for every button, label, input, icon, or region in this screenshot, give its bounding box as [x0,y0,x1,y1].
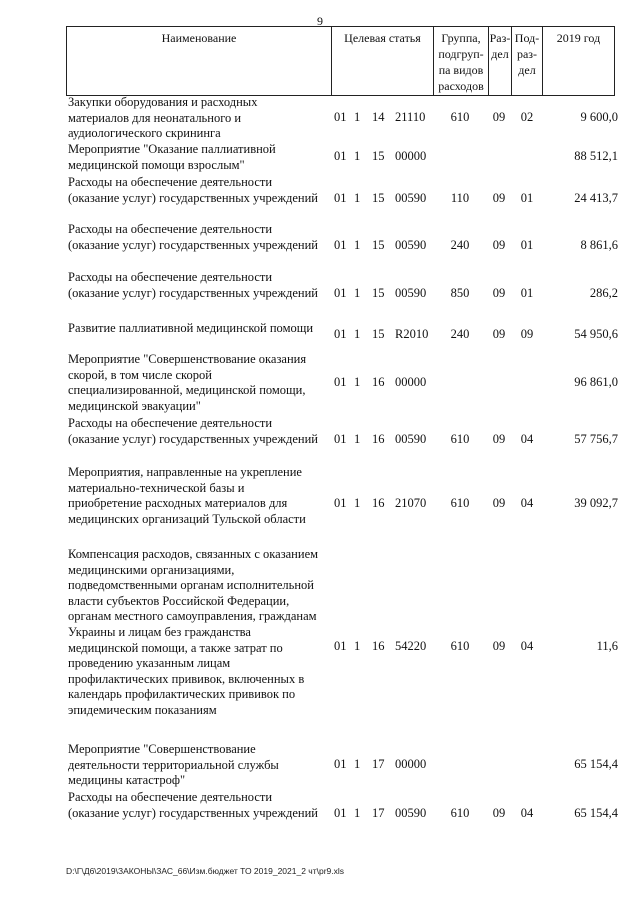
section-code: 09 [492,432,506,447]
subsection-code: 09 [520,327,534,342]
header-subsection-line: Под- [514,31,540,45]
row-name-line: (оказание услуг) государственных учреждений [68,431,318,446]
amount-2019: 65 154,4 [574,806,618,821]
table-header [66,26,615,96]
expense-group: 240 [450,327,470,342]
table-row [0,790,640,822]
header-target-label: Целевая статья [344,31,421,45]
table-row [0,742,640,789]
row-name-line: медицины катастроф" [68,773,186,788]
target-event: 15 [372,286,385,301]
target-event: 15 [372,327,385,342]
row-name [68,222,330,253]
table-row [0,270,640,302]
target-subprogram: 1 [354,639,361,654]
target-subprogram: 1 [354,110,361,125]
row-name-line: специализированной, медицинской помощи, [68,383,306,398]
header-section-line: дел [491,47,509,61]
expense-group: 850 [450,286,470,301]
target-event: 16 [372,639,385,654]
row-name-line: Закупки оборудования и расходных [68,95,258,109]
section-code: 09 [492,286,506,301]
target-direction: 00000 [395,149,427,164]
row-name-line: проведению указанным лицам [68,656,231,671]
amount-2019: 96 861,0 [574,375,618,390]
target-direction: 00590 [395,432,427,447]
target-event: 15 [372,149,385,164]
target-subprogram: 1 [354,149,361,164]
subsection-code: 01 [520,286,534,301]
amount-2019: 54 950,6 [574,327,618,342]
target-event: 16 [372,375,385,390]
row-name-line: Мероприятие "Совершенствование оказания [68,352,307,366]
header-group [434,27,489,95]
amount-2019: 11,6 [596,639,618,654]
subsection-code: 04 [520,432,534,447]
row-name-line: скорой, в том числе скорой [68,367,212,382]
file-path-footer: D:\Г\Д6\2019\ЗАКОНЫ\ЗАС_66\Изм.бюджет ТО 2019_2021_2 чт\pr9.xls [66,866,345,876]
target-direction: 00590 [395,806,427,821]
target-event: 16 [372,432,385,447]
target-program: 01 [334,375,347,390]
target-event: 16 [372,496,385,511]
row-name [68,790,330,821]
row-name-line: (оказание услуг) государственных учреждений [68,805,318,820]
row-name-line: Расходы на обеспечение деятельности [68,270,273,284]
amount-2019: 24 413,7 [574,191,618,206]
row-name [68,321,330,337]
target-program: 01 [334,639,347,654]
header-year-label: 2019 год [556,31,601,45]
target-program: 01 [334,238,347,253]
table-row [0,352,640,415]
target-direction: 00000 [395,375,427,390]
row-name [68,142,330,173]
subsection-code: 02 [520,110,534,125]
row-name [68,270,330,301]
target-event: 15 [372,191,385,206]
amount-2019: 65 154,4 [574,757,618,772]
table-row [0,95,640,142]
row-name-line: (оказание услуг) государственных учреждений [68,237,318,252]
row-name-line: эпидемическим показаниям [68,702,217,717]
header-name-label: Наименование [161,31,237,45]
row-name-line: материально-технической базы и [68,480,245,495]
header-subsection-line: дел [518,63,536,77]
amount-2019: 286,2 [589,286,618,301]
target-program: 01 [334,286,347,301]
expense-group: 610 [450,110,470,125]
row-name-line: медицинской помощи взрослым" [68,157,245,172]
row-name-line: Расходы на обеспечение деятельности [68,416,273,430]
target-direction: R2010 [395,327,429,342]
target-subprogram: 1 [354,286,361,301]
row-name-line: Мероприятие "Совершенствование [68,742,256,756]
header-group-line: па видов [438,63,484,77]
target-direction: 54220 [395,639,427,654]
row-name-line: медицинскими организациями, [68,562,235,577]
row-name [68,175,330,206]
section-code: 09 [492,639,506,654]
expense-group: 110 [450,191,470,206]
amount-2019: 39 092,7 [574,496,618,511]
table-row [0,321,640,343]
header-group-line: Группа, [441,31,481,45]
page-number: 9 [317,14,323,28]
row-name-line: Расходы на обеспечение деятельности [68,175,273,189]
section-code: 09 [492,110,506,125]
row-name-line: медицинских организаций Тульской области [68,511,306,526]
target-event: 17 [372,757,385,772]
target-subprogram: 1 [354,375,361,390]
target-program: 01 [334,149,347,164]
row-name-line: Развитие паллиативной медицинской помощи [68,321,314,335]
row-name-line: материалов для неонатального и [68,110,242,125]
target-direction: 21110 [395,110,426,125]
table-row [0,547,640,719]
header-group-line: расходов [438,79,484,93]
header-target [332,27,434,95]
row-name-line: Расходы на обеспечение деятельности [68,790,273,804]
amount-2019: 8 861,6 [580,238,618,253]
subsection-code: 04 [520,496,534,511]
row-name [68,465,330,527]
row-name-line: медицинской эвакуации" [68,398,201,413]
target-program: 01 [334,496,347,511]
section-code: 09 [492,496,506,511]
target-program: 01 [334,432,347,447]
section-code: 09 [492,238,506,253]
row-name-line: (оказание услуг) государственных учреждений [68,190,318,205]
row-name-line: Расходы на обеспечение деятельности [68,222,273,236]
row-name-line: Компенсация расходов, связанных с оказанием [68,547,319,561]
target-direction: 00590 [395,286,427,301]
target-subprogram: 1 [354,191,361,206]
target-direction: 00590 [395,191,427,206]
expense-group: 610 [450,806,470,821]
expense-group: 610 [450,432,470,447]
header-group-line: подгруп- [438,47,484,61]
row-name-line: профилактических прививок, включенных в [68,671,305,686]
amount-2019: 9 600,0 [580,110,618,125]
subsection-code: 04 [520,639,534,654]
header-subsection [512,27,543,95]
header-name [67,27,332,95]
subsection-code: 04 [520,806,534,821]
target-subprogram: 1 [354,327,361,342]
target-subprogram: 1 [354,432,361,447]
target-direction: 21070 [395,496,427,511]
target-program: 01 [334,110,347,125]
target-subprogram: 1 [354,238,361,253]
row-name-line: (оказание услуг) государственных учреждений [68,285,318,300]
header-year [543,27,615,95]
table-row [0,416,640,448]
row-name-line: Украины и лицам без гражданства [68,624,251,639]
expense-group: 240 [450,238,470,253]
row-name [68,547,330,719]
section-code: 09 [492,327,506,342]
header-subsection-line: раз- [516,47,538,61]
row-name-line: подведомственными органам исполнительной [68,578,314,593]
target-program: 01 [334,806,347,821]
row-name-line: приобретение расходных материалов для [68,496,288,511]
row-name-line: деятельности территориальной службы [68,757,279,772]
subsection-code: 01 [520,238,534,253]
target-program: 01 [334,191,347,206]
row-name [68,352,330,414]
row-name-line: Мероприятие "Оказание паллиативной [68,142,276,156]
table-row [0,142,640,173]
target-direction: 00590 [395,238,427,253]
target-direction: 00000 [395,757,427,772]
row-name [68,742,330,789]
target-program: 01 [334,757,347,772]
table-row [0,175,640,207]
section-code: 09 [492,806,506,821]
expense-group: 610 [450,639,470,654]
section-code: 09 [492,191,506,206]
row-name-line: аудиологического скрининга [68,126,221,141]
target-event: 17 [372,806,385,821]
target-event: 14 [372,110,385,125]
row-name-line: календарь профилактических прививок по [68,687,296,702]
row-name [68,416,330,447]
header-section-line: Раз- [489,31,511,45]
row-name-line: медицинской помощи, а также затрат по [68,640,283,655]
target-subprogram: 1 [354,496,361,511]
amount-2019: 88 512,1 [574,149,618,164]
target-subprogram: 1 [354,806,361,821]
target-subprogram: 1 [354,757,361,772]
amount-2019: 57 756,7 [574,432,618,447]
row-name [68,95,330,142]
row-name-line: органам местного самоуправления, гражданам [68,609,317,624]
expense-group: 610 [450,496,470,511]
row-name-line: Мероприятия, направленные на укрепление [68,465,302,479]
target-program: 01 [334,327,347,342]
target-event: 15 [372,238,385,253]
table-row [0,222,640,254]
row-name-line: власти субъектов Российской Федерации, [68,593,290,608]
table-row [0,465,640,528]
subsection-code: 01 [520,191,534,206]
header-section [489,27,512,95]
